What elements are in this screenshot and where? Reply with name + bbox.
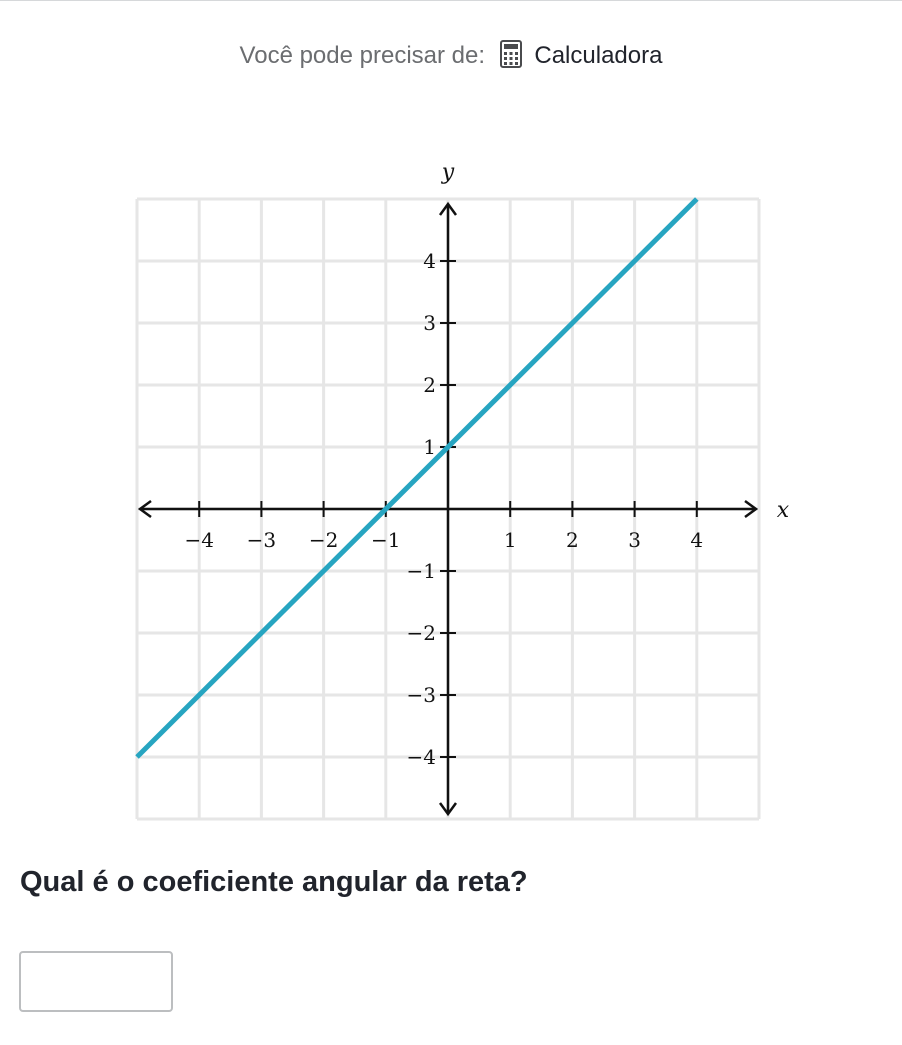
- tool-hint-text: Você pode precisar de:: [239, 42, 486, 69]
- x-axis-label: x: [776, 498, 790, 523]
- y-tick-label: −3: [406, 683, 436, 707]
- question-text: Qual é o coeficiente angular da reta?: [20, 866, 528, 898]
- x-tick-label: 1: [503, 528, 517, 552]
- x-tick-label: 2: [566, 528, 579, 552]
- y-tick-label: −2: [406, 621, 436, 645]
- graphed-line: [137, 199, 697, 757]
- y-tick-label: 1: [423, 435, 436, 459]
- x-tick-label: −2: [308, 528, 339, 552]
- x-tick-label: −4: [184, 528, 214, 552]
- x-tick-label: 3: [628, 528, 641, 552]
- y-tick-label: −1: [406, 559, 436, 583]
- y-tick-label: 2: [423, 373, 436, 397]
- calculator-link[interactable]: Calculadora: [534, 42, 663, 69]
- y-axis-label: y: [441, 160, 455, 185]
- y-tick-label: 3: [423, 311, 436, 335]
- x-tick-label: −1: [371, 528, 401, 552]
- x-tick-label: 4: [690, 528, 704, 552]
- y-tick-label: 4: [423, 249, 436, 273]
- y-tick-label: −4: [406, 745, 436, 769]
- answer-input[interactable]: [19, 951, 173, 1012]
- x-tick-label: −3: [246, 528, 277, 552]
